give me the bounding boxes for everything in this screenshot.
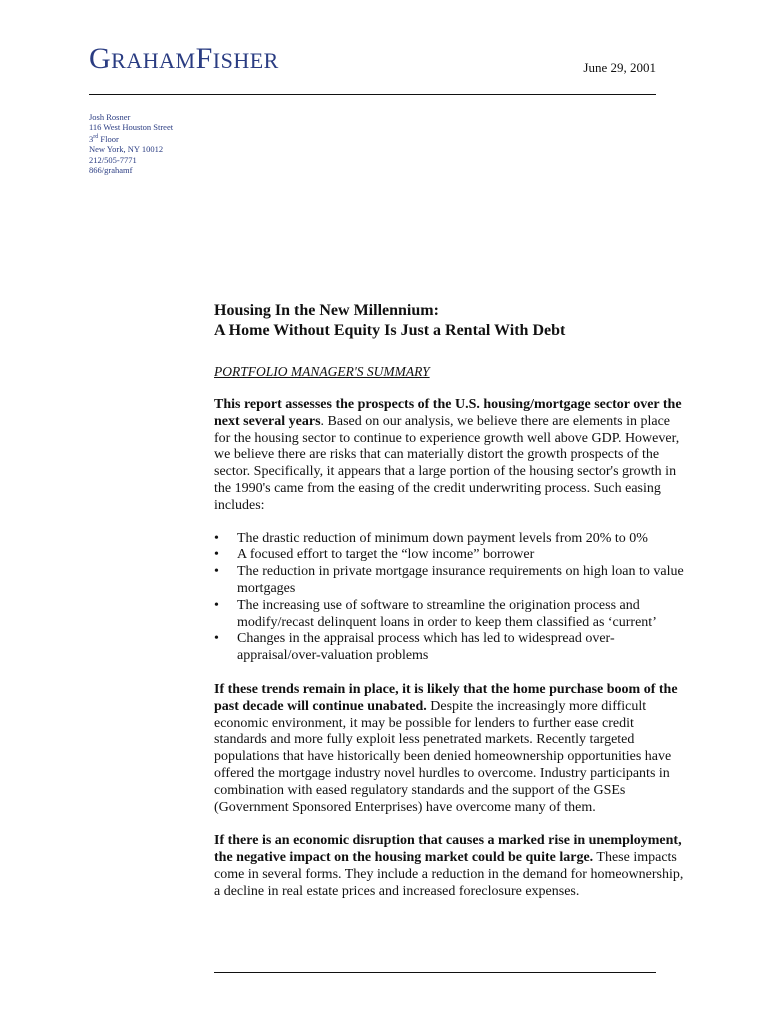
paragraph-1-text: . Based on our analysis, we believe there are elements in place for the housing sector to continue to experience growth well above GDP. However, we believe there are risks that can materially distort the growth prospects of the sector. Specifically, it appears that a large portion of the housing sector's growth in the 1990's came from the easing of the credit underwriting process. Such easing includes: bbox=[214, 413, 680, 513]
bullet-marker: • bbox=[214, 631, 219, 647]
logo-initial-g: G bbox=[89, 42, 112, 75]
logo-word-1: RAHAM bbox=[111, 48, 196, 73]
paragraph-3-lead: If there is an economic disruption that causes a marked rise in unemployment, the negative impact on the housing market could be quite large. bbox=[214, 833, 682, 866]
contact-name: Josh Rosner bbox=[89, 112, 131, 122]
contact-street: 116 West Houston Street bbox=[89, 122, 174, 133]
bullet-marker: • bbox=[214, 547, 219, 563]
bullet-marker: • bbox=[214, 564, 219, 580]
bullet-text: The increasing use of software to streamline the origination process and modify/recast delinquent loans in order to keep them classified as ‘current’ bbox=[237, 597, 657, 630]
title-line-2: A Home Without Equity Is Just a Rental With Debt bbox=[214, 322, 566, 339]
contact-phone: 212/505-7771 bbox=[89, 154, 137, 165]
bullet-item bbox=[214, 531, 689, 548]
paragraph-2-text: Despite the increasingly more difficult economic environment, it may be possible for lenders to further ease credit standards and more fully exploit less penetrated markets. Recently targeted populations that have historically been denied homeownership opportunities have offered the mortgage industry novel hurdles to overcome. Industry participants in combination with eased regulatory standards and the support of the GSEs (Government Sponsored Enterprises) have overcome many of them. bbox=[214, 698, 672, 815]
paragraph-2 bbox=[214, 682, 689, 816]
bullet-marker: • bbox=[214, 597, 219, 613]
floor-label: Floor bbox=[98, 134, 119, 145]
header-divider bbox=[89, 94, 656, 95]
bullet-text: The reduction in private mortgage insurance requirements on high loan to value mortgages bbox=[237, 564, 684, 596]
paragraph-1-lead: This report assesses the prospects of the U.S. housing/mortgage sector over the next several years bbox=[214, 397, 682, 429]
paragraph-2-lead: If these trends remain in place, it is likely that the home purchase boom of the past decade will continue unabated. bbox=[214, 681, 678, 714]
footer-divider bbox=[214, 972, 656, 973]
paragraph-3-text: These impacts come in several forms. They include a reduction in the demand for homeownership, a decline in real estate prices and increased foreclosure expenses. bbox=[214, 850, 684, 899]
floor-suffix: rd bbox=[93, 134, 99, 141]
logo-word-2: ISHER bbox=[212, 48, 279, 73]
floor-number: 3 bbox=[89, 134, 94, 145]
bullet-item bbox=[214, 547, 689, 564]
document-body bbox=[214, 301, 689, 901]
paragraph-1 bbox=[214, 397, 689, 515]
bullet-item bbox=[214, 598, 689, 632]
bullet-list bbox=[214, 531, 689, 665]
contact-floor bbox=[89, 132, 173, 144]
bullet-text: Changes in the appraisal process which has led to widespread over-appraisal/over-valuation problems bbox=[237, 631, 615, 664]
contact-alt-phone: 866/grahamf bbox=[89, 164, 133, 175]
bullet-text: The drastic reduction of minimum down payment levels from 20% to 0% bbox=[237, 530, 648, 546]
document-title bbox=[214, 301, 689, 341]
contact-block bbox=[89, 112, 173, 175]
company-logo bbox=[89, 44, 279, 74]
contact-city: New York, NY 10012 bbox=[89, 144, 164, 155]
bullet-item bbox=[214, 631, 689, 665]
bullet-item bbox=[214, 564, 689, 598]
bullet-marker: • bbox=[214, 530, 219, 546]
logo-initial-f: F bbox=[195, 42, 213, 75]
bullet-text: A focused effort to target the “low income” borrower bbox=[237, 547, 535, 563]
title-line-1: Housing In the New Millennium: bbox=[214, 302, 439, 319]
document-date: June 29, 2001 bbox=[583, 60, 656, 75]
paragraph-3 bbox=[214, 833, 689, 900]
section-heading: PORTFOLIO MANAGER'S SUMMARY bbox=[214, 364, 430, 379]
